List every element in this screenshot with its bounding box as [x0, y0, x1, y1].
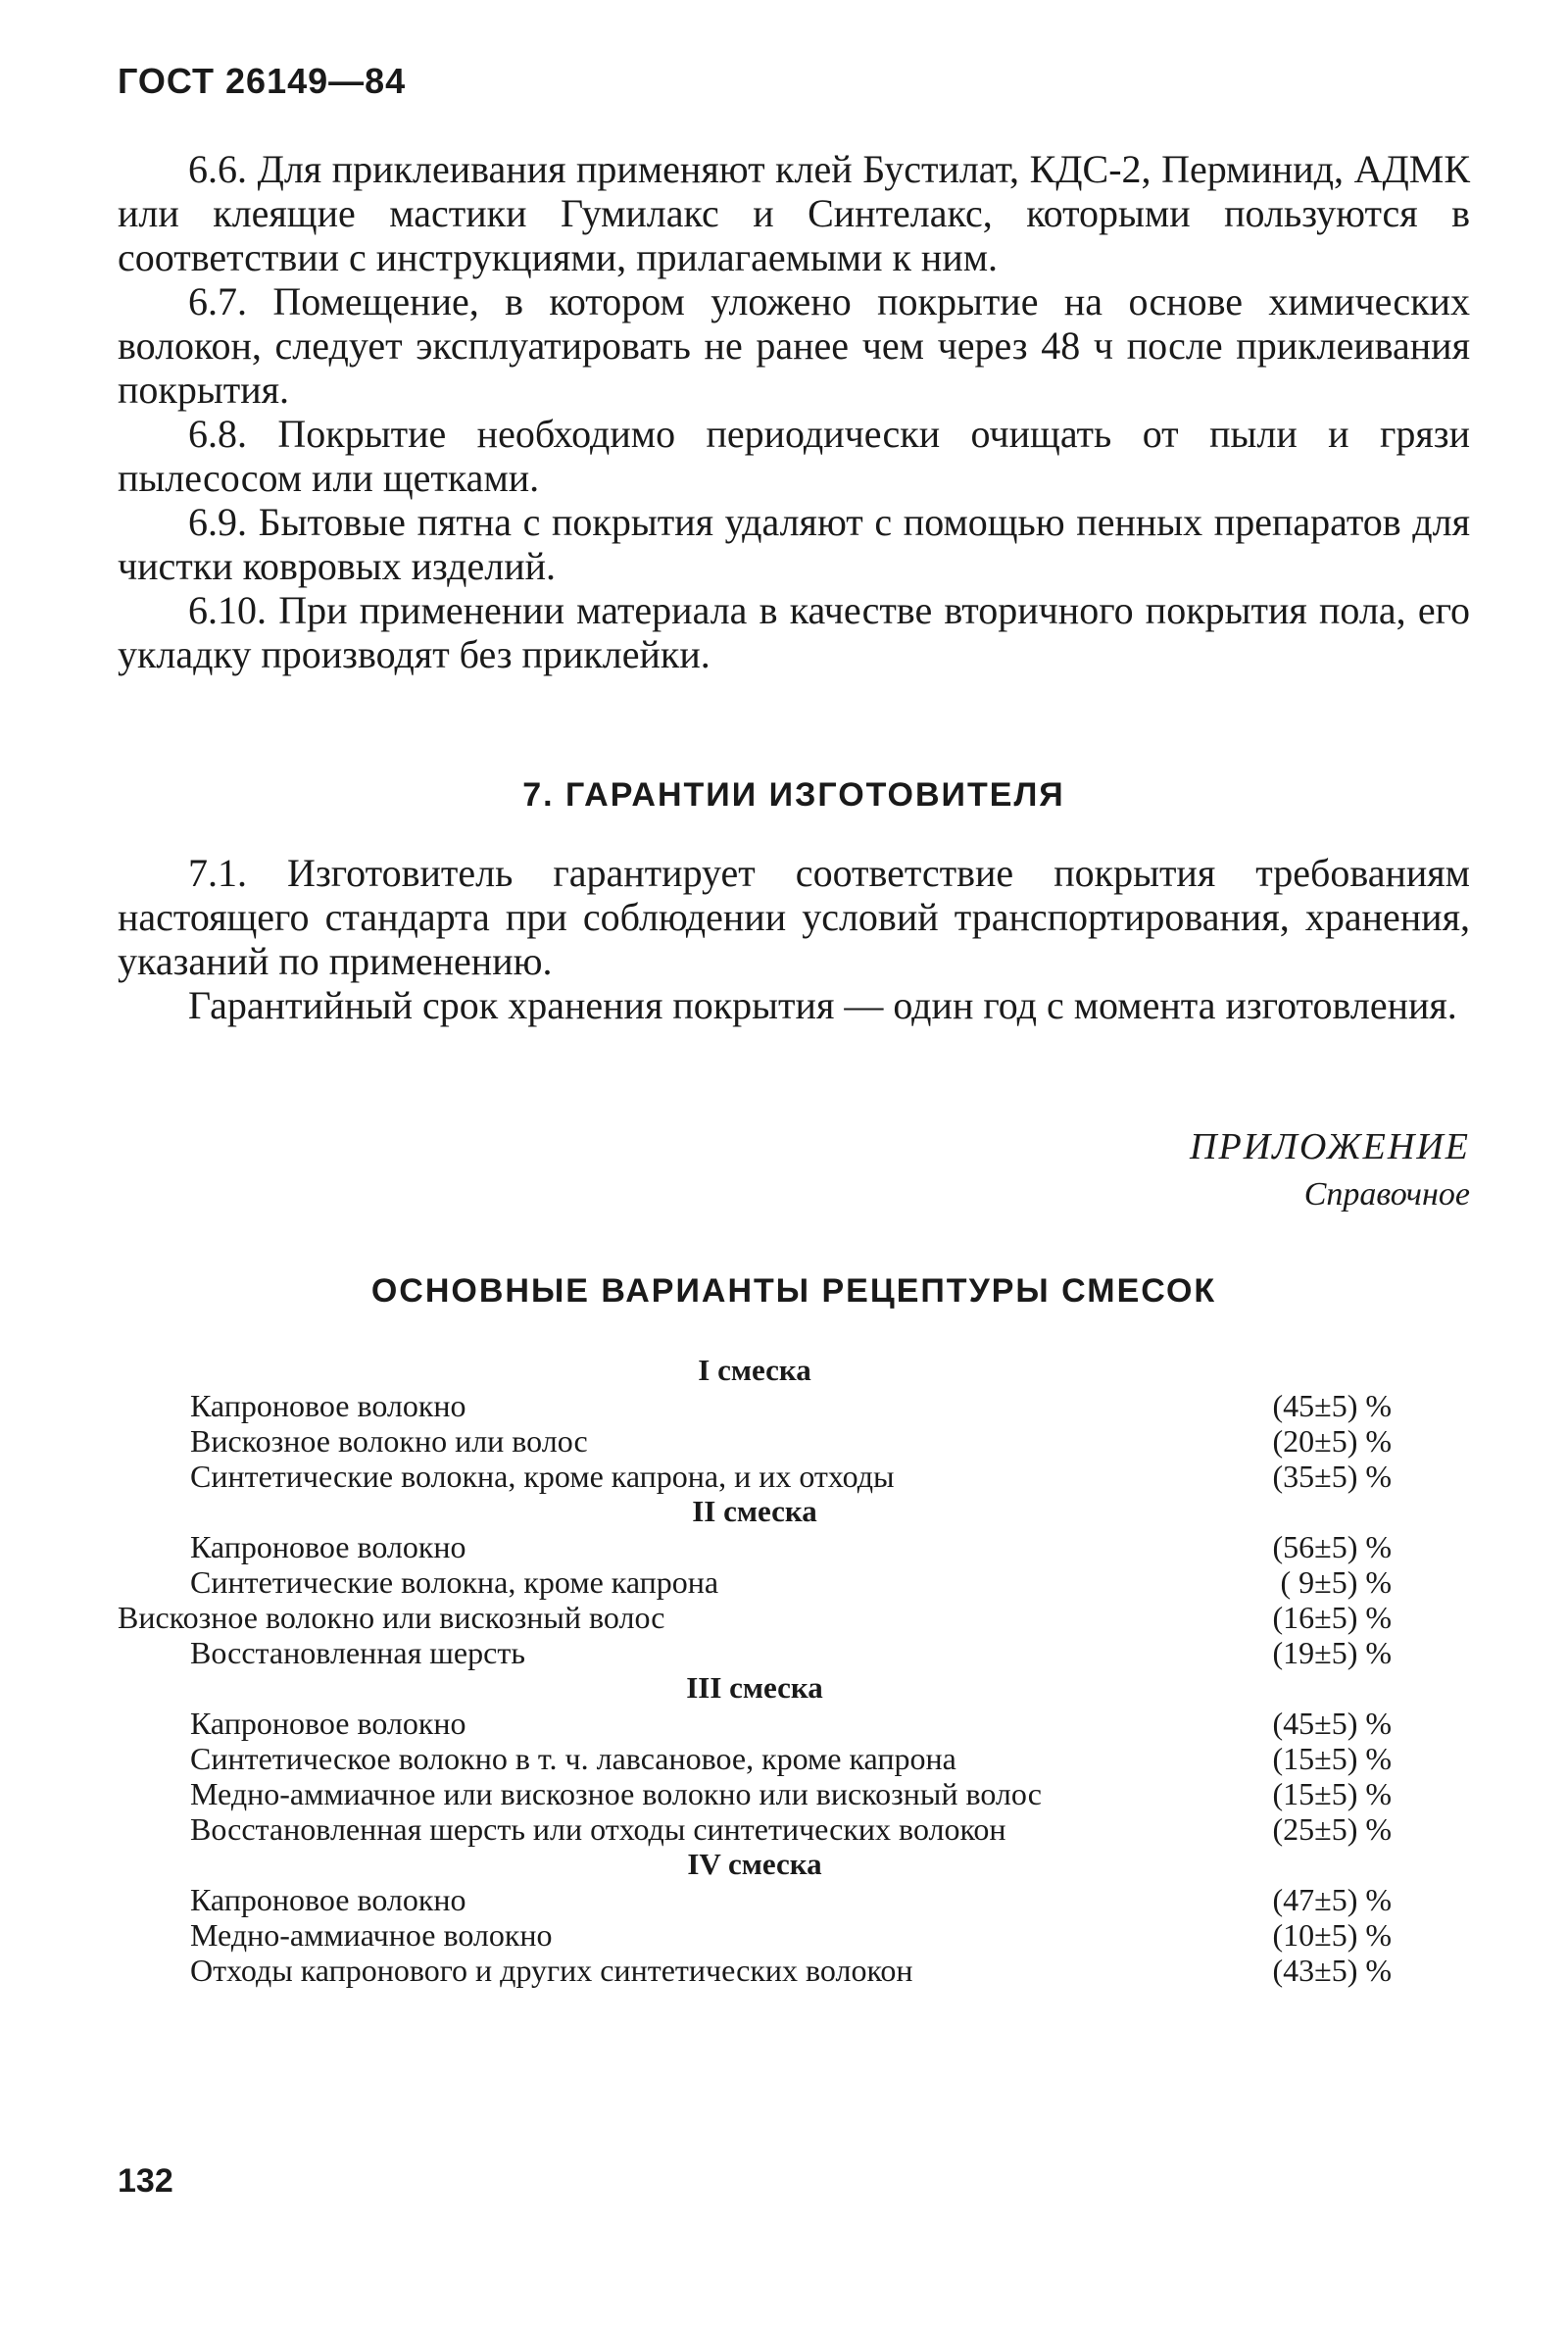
recipes-table	[118, 1353, 1392, 1988]
document-header: ГОСТ 26149—84	[118, 61, 407, 101]
component-share: (15±5) %	[1272, 1776, 1392, 1811]
component-name: Отходы капронового и других синтетических волокон	[190, 1953, 913, 1988]
recipe-row	[118, 1423, 1392, 1459]
component-name: Синтетические волокна, кроме капрона	[190, 1564, 719, 1600]
paragraph-6-6: 6.6. Для приклеивания применяют клей Бустилат, КДС-2, Перминид, АДМК или клеящие мастики Гумилакс и Синтелакс, которыми пользуются в соответствии с инструкциями, прилагаемыми к ним.	[118, 147, 1470, 279]
component-share: (45±5) %	[1272, 1706, 1392, 1741]
paragraph-6-10: 6.10. При применении материала в качестве вторичного покрытия пола, его укладку производят без приклейки.	[118, 588, 1470, 676]
mix-4-title: IV смеска	[687, 1847, 822, 1881]
component-share: ( 9±5) %	[1280, 1564, 1392, 1600]
recipe-row	[118, 1564, 1392, 1600]
component-name: Восстановленная шерсть	[190, 1635, 525, 1670]
component-name: Капроновое волокно	[190, 1529, 466, 1564]
paragraph-6-7: 6.7. Помещение, в котором уложено покрытие на основе химических волокон, следует эксплуатировать не ранее чем через 48 ч после приклеивания покрытия.	[118, 279, 1470, 412]
recipe-row	[118, 1882, 1392, 1917]
component-name: Капроновое волокно	[190, 1882, 466, 1917]
recipe-row	[118, 1459, 1392, 1494]
recipe-row	[118, 1776, 1392, 1811]
component-share: (56±5) %	[1272, 1529, 1392, 1564]
appendix-label: ПРИЛОЖЕНИЕ	[1190, 1126, 1470, 1167]
recipe-row	[118, 1600, 1392, 1635]
component-name: Медно-аммиачное или вискозное волокно или вискозный волос	[190, 1776, 1042, 1811]
section-7-text	[118, 851, 1470, 1027]
page-number: 132	[118, 2162, 173, 2200]
component-name: Синтетические волокна, кроме капрона, и их отходы	[190, 1459, 895, 1494]
component-name: Восстановленная шерсть или отходы синтетических волокон	[190, 1811, 1006, 1847]
section-6-text	[118, 147, 1470, 676]
paragraph-warranty-term: Гарантийный срок хранения покрытия — один год с момента изготовления.	[188, 983, 1457, 1027]
component-share: (25±5) %	[1272, 1811, 1392, 1847]
recipe-row	[118, 1917, 1392, 1953]
mix-2-title: II смеска	[692, 1494, 817, 1528]
component-name: Медно-аммиачное волокно	[190, 1917, 553, 1953]
recipe-row	[118, 1953, 1392, 1988]
component-share: (10±5) %	[1272, 1917, 1392, 1953]
component-share: (35±5) %	[1272, 1459, 1392, 1494]
component-share: (45±5) %	[1272, 1388, 1392, 1423]
component-share: (47±5) %	[1272, 1882, 1392, 1917]
recipe-row	[118, 1811, 1392, 1847]
paragraph-6-8: 6.8. Покрытие необходимо периодически очищать от пыли и грязи пылесосом или щетками.	[118, 412, 1470, 500]
recipe-row	[118, 1529, 1392, 1564]
component-share: (43±5) %	[1272, 1953, 1392, 1988]
mix-1-title: I смеска	[698, 1353, 811, 1387]
section-7-title: 7. ГАРАНТИИ ИЗГОТОВИТЕЛЯ	[522, 776, 1065, 814]
component-name: Капроновое волокно	[190, 1706, 466, 1741]
paragraph-7-1: 7.1. Изготовитель гарантирует соответствие покрытия требованиям настоящего стандарта при соблюдении условий транспортирования, хранения, указаний по применению.	[118, 851, 1470, 983]
mix-3-title: III смеска	[686, 1670, 823, 1705]
recipe-row	[118, 1388, 1392, 1423]
recipe-row	[118, 1741, 1392, 1776]
component-share: (15±5) %	[1272, 1741, 1392, 1776]
recipe-row	[118, 1635, 1392, 1670]
recipe-row	[118, 1706, 1392, 1741]
paragraph-6-9: 6.9. Бытовые пятна с покрытия удаляют с помощью пенных препаратов для чистки ковровых изделий.	[118, 500, 1470, 588]
component-name: Капроновое волокно	[190, 1388, 466, 1423]
component-name: Синтетическое волокно в т. ч. лавсановое, кроме капрона	[190, 1741, 956, 1776]
appendix-title: ОСНОВНЫЕ ВАРИАНТЫ РЕЦЕПТУРЫ СМЕСОК	[370, 1272, 1217, 1310]
component-share: (16±5) %	[1272, 1600, 1392, 1635]
component-name: Вискозное волокно или волос	[190, 1423, 588, 1459]
component-share: (20±5) %	[1272, 1423, 1392, 1459]
component-share: (19±5) %	[1272, 1635, 1392, 1670]
appendix-sublabel: Справочное	[1303, 1176, 1470, 1213]
component-name: Вискозное волокно или вискозный волос	[118, 1600, 665, 1635]
